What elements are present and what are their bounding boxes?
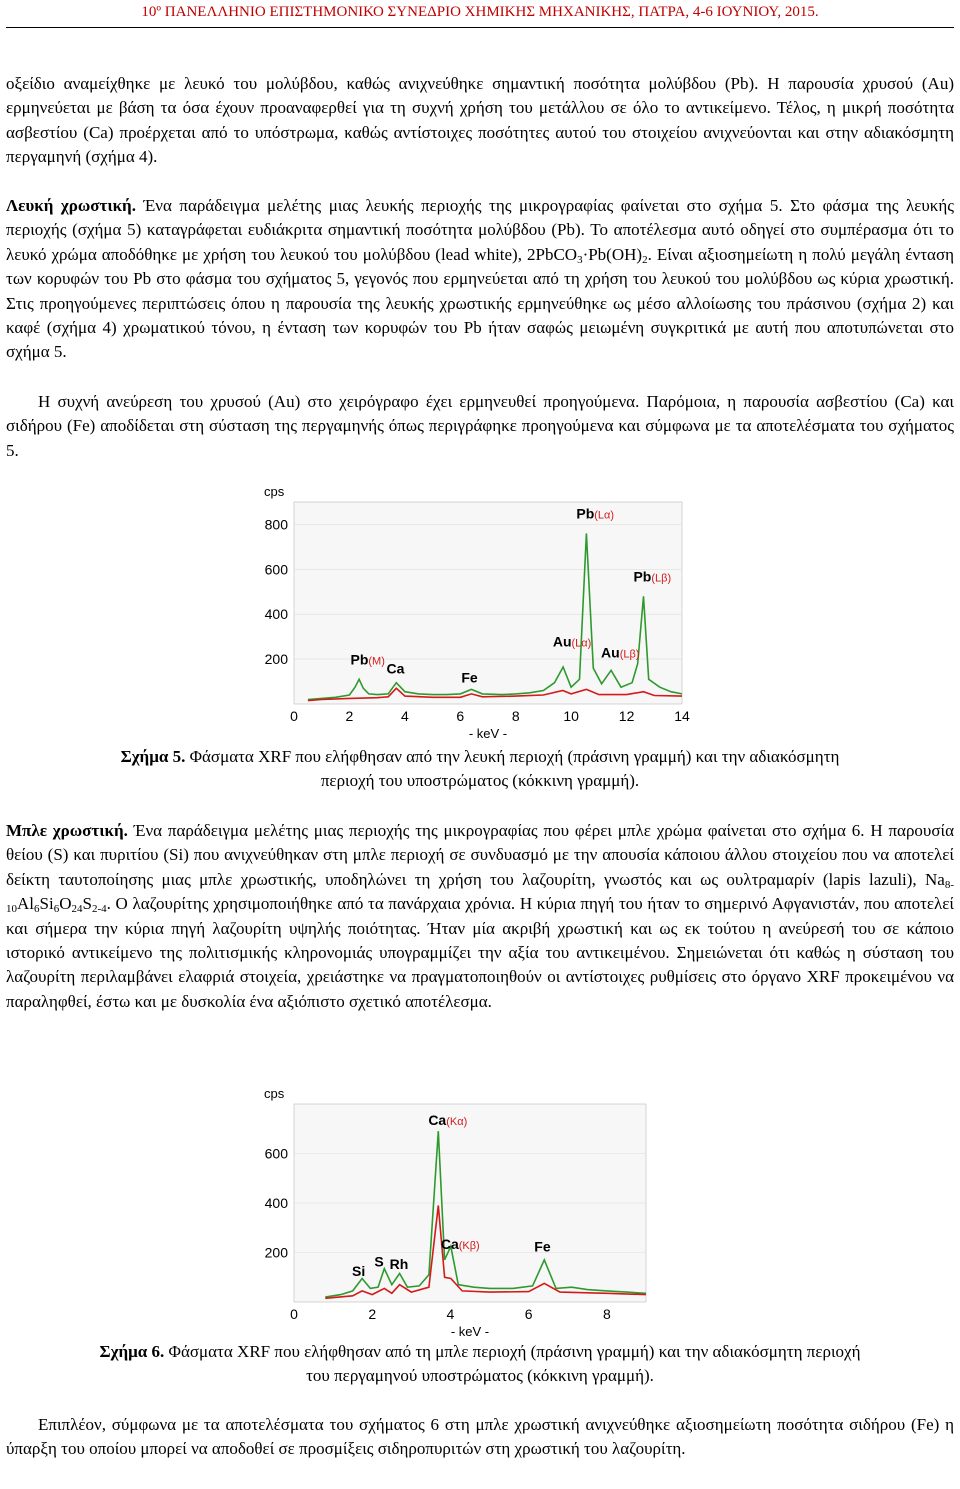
y-axis-label: cps <box>264 484 285 499</box>
peak-label: S <box>374 1253 384 1270</box>
text-run: Ένα παράδειγμα μελέτης μιας περιοχής της μικρογραφίας που φέρει μπλε χρώμα φαίνεται στο σχήμα 6. Η παρουσία θείου (S) και πυριτίου (Si) που ανιχνεύθηκαν στη μπλε περιοχή σε συνδυασμό με την απουσία κάποιου άλλου στοιχείου που να αποτελεί δείκτη ταυτοποίησης μιας μπλε χρωστικής, υποδηλώνει τη χρήση του λαζουρίτη, γνωστός και ως ουλτραμαρίν (lapis lazuli), Na <box>6 821 954 889</box>
x-tick-label: 6 <box>524 1306 533 1322</box>
text-run: O <box>59 894 72 914</box>
figure-5-chart <box>258 480 698 742</box>
section-title-white: Λευκή χρωστική. <box>6 196 136 215</box>
x-tick-label: 10 <box>563 708 579 724</box>
y-tick-label: 800 <box>264 516 288 533</box>
y-tick-label: 600 <box>264 561 288 578</box>
paragraph-gold: Η συχνή ανεύρεση του χρυσού (Au) στο χειρόγραφο έχει ερμηνευθεί προηγούμενα. Παρόμοια, η παρουσία ασβεστίου (Ca) και σιδήρου (Fe) αποδίδεται στη σύσταση της περγαμηνής όπως περιγράφηκε προηγούμενα και σύμφωνα με τα αποτελέσματα του σχήματος 5. <box>6 392 954 460</box>
x-tick-label: 8 <box>602 1306 611 1322</box>
peak-label: Ca(Kα) <box>428 1112 468 1129</box>
y-tick-label: 200 <box>264 651 288 668</box>
peak-label: Au(Lβ) <box>601 644 640 661</box>
figure-6-caption <box>6 1340 954 1389</box>
y-tick-label: 400 <box>264 606 288 623</box>
x-axis-label: - keV - <box>468 726 508 741</box>
subscript: 8-10 <box>6 878 954 916</box>
text-run: Al <box>17 894 34 914</box>
subscript: 6 <box>53 903 60 916</box>
caption-text: περιοχή του υποστρώματος (κόκκινη γραμμή). <box>320 771 640 791</box>
figure-5-label: Σχήμα 5. <box>120 747 186 766</box>
caption-text: Φάσματα XRF που ελήφθησαν από τη μπλε περιοχή (πράσινη γραμμή) και την αδιακόσμητη περιοχή <box>164 1342 861 1361</box>
y-tick-label: 200 <box>264 1244 288 1261</box>
header-rule <box>6 27 954 28</box>
figure-6-chart <box>258 1084 658 1340</box>
x-tick-label: 4 <box>400 708 409 724</box>
peak-label: Rh <box>389 1255 409 1272</box>
peak-label: Fe <box>534 1238 551 1255</box>
figure-6-label: Σχήμα 6. <box>99 1342 165 1361</box>
paragraph-white-pigment <box>6 194 954 365</box>
text-run: Si <box>39 894 54 914</box>
caption-text: Φάσματα XRF που ελήφθησαν από την λευκή περιοχή (πράσινη γραμμή) και την αδιακόσμητη <box>185 747 840 766</box>
y-axis-label: cps <box>264 1086 285 1101</box>
x-tick-label: 14 <box>674 708 690 724</box>
peak-label: Pb(M) <box>350 651 385 668</box>
paragraph-blue-pigment <box>6 819 954 1014</box>
paragraph-1: οξείδιο αναμείχθηκε με λευκό του μολύβδου, καθώς ανιχνεύθηκε σημαντική ποσότητα μολύβδου (Pb). Η παρουσία χρυσού (Au) ερμηνεύεται με βάση τα όσα έχουν προαναφερθεί για τη συχνή χρήση του μετάλλου σε όλο το αντικείμενο. Τέλος, η μικρή ποσότητα ασβεστίου (Ca) προέρχεται από το υπόστρωμα, καθώς αντίστοιχες ποσότητες αυτού του στοιχείου ανιχνεύονται και στην αδιακόσμητη περγαμηνή (σχήμα 4). <box>6 74 954 167</box>
subscript: 3 <box>577 253 583 266</box>
x-axis-label: - keV - <box>450 1324 490 1339</box>
figure-6 <box>258 1084 658 1345</box>
paragraph-iron: Επιπλέον, σύμφωνα με τα αποτελέσματα του σχήματος 6 στη μπλε χρωστική ανιχνεύθηκε αξιοσημείωτη ποσότητα σιδήρου (Fe) η ύπαρξη του οποίου μπορεί να αποδοθεί σε προσμίξεις σιδηροπυριτών στη χρωστική του λαζουρίτη. <box>6 1415 954 1459</box>
figure-5-caption <box>6 745 954 794</box>
text-run: ·Pb(OH) <box>582 244 643 264</box>
section-title-blue: Μπλε χρωστική. <box>6 821 128 840</box>
peak-label: Ca(Kβ) <box>440 1235 480 1252</box>
x-tick-label: 8 <box>511 708 520 724</box>
subscript: 6 <box>34 903 40 916</box>
text-run: . Είναι αξιοσημείωτη η πολύ μεγάλη ένταση των κορυφών του Pb στο φάσμα του σχήματος 5, γεγονός που ερμηνεύεται από τη χρήση του λευκού του μολύβδου ως κύρια χρωστική. Στις προηγούμενες περιπτώσεις όπου η παρουσία της λευκής χρωστικής ερμηνεύθηκε ως μέσο αλλοίωσης του πράσινου (σχήμα 2) και καφέ (σχήμα 4) χρωματικού τόνου, η ένταση των κορυφών του Pb ήταν σαφώς μειωμένη συγκριτικά με αυτή που αποτυπώνεται στο σχήμα 5. <box>6 244 954 362</box>
conference-header: 10º ΠΑΝΕΛΛΗΝΙΟ ΕΠΙΣΤΗΜΟΝΙΚΟ ΣΥΝΕΔΡΙΟ ΧΗΜΙΚΗΣ ΜΗΧΑΝΙΚΗΣ, ΠΑΤΡΑ, 4-6 ΙΟΥΝΙΟΥ, 2015. <box>141 4 819 20</box>
x-tick-label: 4 <box>446 1306 455 1322</box>
x-tick-label: 12 <box>618 708 635 724</box>
peak-label: Pb(Lα) <box>576 505 615 522</box>
x-tick-label: 0 <box>290 708 298 724</box>
text-run: Ένα παράδειγμα μελέτης μιας λευκής περιοχής της μικρογραφίας φαίνεται στο σχήμα 5. Στο φάσμα της λευκής περιοχής (σχήμα 5) καταγράφεται ευδιάκριτα σημαντική ποσότητα μολύβδου (Pb). Το αποτέλεσμα αυτό οδηγεί στο συμπέρασμα ότι το λευκό χρώμα αποδόθηκε με χρήση του λευκού του μολύβδου (lead white), 2PbCO <box>6 196 954 264</box>
y-tick-label: 600 <box>264 1145 288 1162</box>
x-tick-label: 0 <box>290 1306 298 1322</box>
peak-label: Fe <box>461 669 478 686</box>
text-run: S <box>82 894 92 914</box>
subscript: 24 <box>71 903 83 916</box>
peak-label: Si <box>352 1263 366 1280</box>
peak-label: Ca <box>386 660 405 677</box>
x-tick-label: 6 <box>456 708 465 724</box>
y-tick-label: 400 <box>264 1195 288 1211</box>
x-tick-label: 2 <box>345 708 354 724</box>
caption-text: του περγαμηνού υποστρώματος (κόκκινη γραμμή). <box>306 1366 654 1386</box>
plot-area <box>294 502 682 704</box>
figure-5 <box>258 480 698 747</box>
peak-label: Pb(Lβ) <box>633 568 672 585</box>
subscript: 2-4 <box>91 903 107 916</box>
x-tick-label: 2 <box>368 1306 377 1322</box>
text-run: . Ο λαζουρίτης χρησιμοποιήθηκε από τα πανάρχαια χρόνια. Η κύρια πηγή του ήταν το σημερινό Αφγανιστάν, που αποτελεί και σήμερα την κύρια πηγή λαζουρίτη υψηλής ποιότητας. Ήταν μία ακριβή χρωστική και ως εκ τούτου η ανεύρεσή του σε κάποιο ιστορικό αντικείμενο της πολιτισμικής κληρονομιάς υπογραμμίζει την αξία του αντικειμένου. Σημειώνεται ότι καθώς η σύσταση του λαζουρίτη περιλαμβάνει ελαφριά στοιχεία, χρειάστηκε να πραγματοποιηθούν οι αντίστοιχες ρυθμίσεις στο όργανο XRF προκειμένου να παραληφθεί, έστω και με δυσκολία ένα αξιόπιστο σχετικό αποτέλεσμα. <box>6 894 954 1011</box>
peak-label: Au(Lα) <box>552 633 592 650</box>
subscript: 2 <box>642 253 648 266</box>
